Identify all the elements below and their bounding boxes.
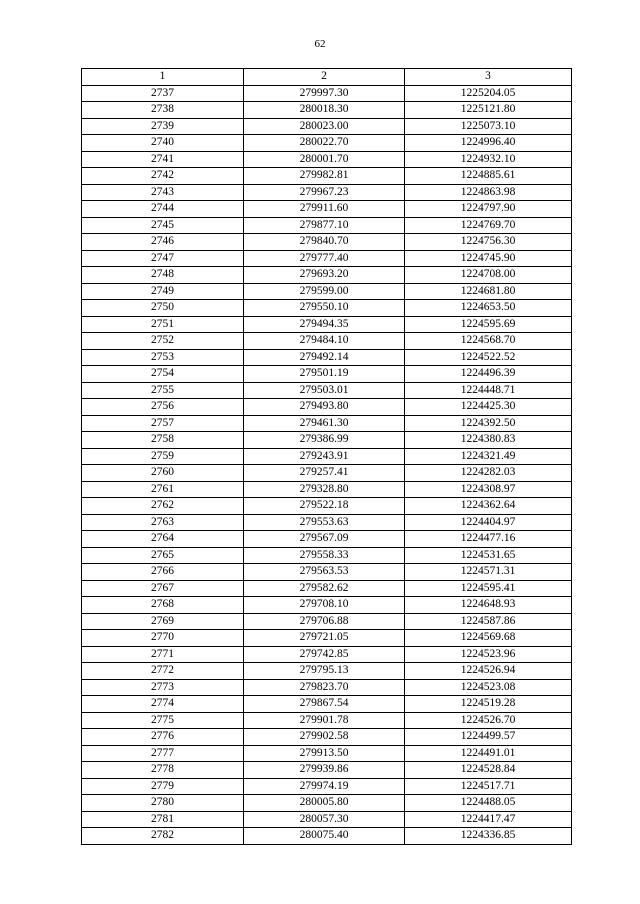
- y-coordinate-cell: 1224595.69: [405, 316, 572, 333]
- y-coordinate-cell: 1224587.86: [405, 613, 572, 630]
- x-coordinate-cell: 280018.30: [244, 102, 405, 119]
- table-row: [82, 201, 572, 218]
- y-coordinate-cell: 1224417.47: [405, 811, 572, 828]
- table-row: [82, 580, 572, 597]
- x-coordinate-cell: 279386.99: [244, 432, 405, 449]
- point-number-cell: 2748: [82, 267, 244, 284]
- header-row: [82, 69, 572, 86]
- y-coordinate-cell: 1224708.00: [405, 267, 572, 284]
- y-coordinate-cell: 1224477.16: [405, 531, 572, 548]
- point-number-cell: 2737: [82, 85, 244, 102]
- point-number-cell: 2757: [82, 415, 244, 432]
- x-coordinate-cell: 279867.54: [244, 696, 405, 713]
- point-number-cell: 2780: [82, 795, 244, 812]
- page-number: 62: [314, 38, 326, 50]
- table-row: [82, 250, 572, 267]
- x-coordinate-cell: 279974.19: [244, 778, 405, 795]
- point-number-cell: 2782: [82, 828, 244, 845]
- y-coordinate-cell: 1224488.05: [405, 795, 572, 812]
- y-coordinate-cell: 1224425.30: [405, 399, 572, 416]
- y-coordinate-cell: 1224595.41: [405, 580, 572, 597]
- table-row: [82, 811, 572, 828]
- table-row: [82, 712, 572, 729]
- y-coordinate-cell: 1224380.83: [405, 432, 572, 449]
- y-coordinate-cell: 1224526.94: [405, 663, 572, 680]
- x-coordinate-cell: 279553.63: [244, 514, 405, 531]
- y-coordinate-cell: 1224448.71: [405, 382, 572, 399]
- table-row: [82, 828, 572, 845]
- x-coordinate-cell: 280057.30: [244, 811, 405, 828]
- point-number-cell: 2769: [82, 613, 244, 630]
- y-coordinate-cell: 1224571.31: [405, 564, 572, 581]
- y-coordinate-cell: 1224362.64: [405, 498, 572, 515]
- point-number-cell: 2739: [82, 118, 244, 135]
- table-row: [82, 217, 572, 234]
- x-coordinate-cell: 280001.70: [244, 151, 405, 168]
- table-row: [82, 613, 572, 630]
- point-number-cell: 2771: [82, 646, 244, 663]
- table-row: [82, 531, 572, 548]
- point-number-cell: 2752: [82, 333, 244, 350]
- point-number-cell: 2754: [82, 366, 244, 383]
- table-row: [82, 316, 572, 333]
- x-coordinate-cell: 279742.85: [244, 646, 405, 663]
- point-number-cell: 2764: [82, 531, 244, 548]
- table-row: [82, 795, 572, 812]
- y-coordinate-cell: 1224523.96: [405, 646, 572, 663]
- point-number-cell: 2762: [82, 498, 244, 515]
- x-coordinate-cell: 279328.80: [244, 481, 405, 498]
- y-coordinate-cell: 1225204.05: [405, 85, 572, 102]
- y-coordinate-cell: 1224496.39: [405, 366, 572, 383]
- x-coordinate-cell: 280023.00: [244, 118, 405, 135]
- table-row: [82, 267, 572, 284]
- x-coordinate-cell: 279911.60: [244, 201, 405, 218]
- y-coordinate-cell: 1224392.50: [405, 415, 572, 432]
- point-number-cell: 2772: [82, 663, 244, 680]
- table-row: [82, 102, 572, 119]
- x-coordinate-cell: 279243.91: [244, 448, 405, 465]
- x-coordinate-cell: 279567.09: [244, 531, 405, 548]
- x-coordinate-cell: 279582.62: [244, 580, 405, 597]
- y-coordinate-cell: 1224569.68: [405, 630, 572, 647]
- point-number-cell: 2738: [82, 102, 244, 119]
- table-row: [82, 415, 572, 432]
- point-number-cell: 2758: [82, 432, 244, 449]
- table-row: [82, 234, 572, 251]
- y-coordinate-cell: 1224526.70: [405, 712, 572, 729]
- table-row: [82, 399, 572, 416]
- x-coordinate-cell: 279721.05: [244, 630, 405, 647]
- point-number-cell: 2749: [82, 283, 244, 300]
- y-coordinate-cell: 1224648.93: [405, 597, 572, 614]
- point-number-cell: 2781: [82, 811, 244, 828]
- table-row: [82, 597, 572, 614]
- x-coordinate-cell: 279550.10: [244, 300, 405, 317]
- point-number-cell: 2768: [82, 597, 244, 614]
- x-coordinate-cell: 280005.80: [244, 795, 405, 812]
- point-number-cell: 2767: [82, 580, 244, 597]
- table-row: [82, 151, 572, 168]
- y-coordinate-cell: 1224797.90: [405, 201, 572, 218]
- point-number-cell: 2743: [82, 184, 244, 201]
- y-coordinate-cell: 1224756.30: [405, 234, 572, 251]
- y-coordinate-cell: 1224932.10: [405, 151, 572, 168]
- point-number-cell: 2740: [82, 135, 244, 152]
- point-number-cell: 2776: [82, 729, 244, 746]
- x-coordinate-cell: 279939.86: [244, 762, 405, 779]
- y-coordinate-cell: 1224517.71: [405, 778, 572, 795]
- table-row: [82, 481, 572, 498]
- x-coordinate-cell: 279558.33: [244, 547, 405, 564]
- table-row: [82, 432, 572, 449]
- y-coordinate-cell: 1224336.85: [405, 828, 572, 845]
- table-row: [82, 366, 572, 383]
- x-coordinate-cell: 279708.10: [244, 597, 405, 614]
- table-row: [82, 778, 572, 795]
- table-row: [82, 349, 572, 366]
- table-row: [82, 333, 572, 350]
- table-row: [82, 283, 572, 300]
- x-coordinate-cell: 279997.30: [244, 85, 405, 102]
- table-header: [82, 69, 572, 86]
- point-number-cell: 2779: [82, 778, 244, 795]
- y-coordinate-cell: 1224404.97: [405, 514, 572, 531]
- y-coordinate-cell: 1224528.84: [405, 762, 572, 779]
- point-number-cell: 2750: [82, 300, 244, 317]
- x-coordinate-cell: 279840.70: [244, 234, 405, 251]
- point-number-cell: 2770: [82, 630, 244, 647]
- y-coordinate-cell: 1224321.49: [405, 448, 572, 465]
- point-number-cell: 2759: [82, 448, 244, 465]
- y-coordinate-cell: 1224491.01: [405, 745, 572, 762]
- x-coordinate-cell: 279563.53: [244, 564, 405, 581]
- table-row: [82, 514, 572, 531]
- point-number-cell: 2747: [82, 250, 244, 267]
- table-row: [82, 564, 572, 581]
- y-coordinate-cell: 1224531.65: [405, 547, 572, 564]
- x-coordinate-cell: 279877.10: [244, 217, 405, 234]
- x-coordinate-cell: 279777.40: [244, 250, 405, 267]
- x-coordinate-cell: 279823.70: [244, 679, 405, 696]
- point-number-cell: 2774: [82, 696, 244, 713]
- table-row: [82, 135, 572, 152]
- point-number-cell: 2741: [82, 151, 244, 168]
- y-coordinate-cell: 1224996.40: [405, 135, 572, 152]
- point-number-cell: 2742: [82, 168, 244, 185]
- x-coordinate-cell: 279795.13: [244, 663, 405, 680]
- coordinates-table: [81, 68, 572, 845]
- x-coordinate-cell: 279493.80: [244, 399, 405, 416]
- y-coordinate-cell: 1224499.57: [405, 729, 572, 746]
- table-row: [82, 663, 572, 680]
- table-row: [82, 745, 572, 762]
- y-coordinate-cell: 1224282.03: [405, 465, 572, 482]
- point-number-cell: 2777: [82, 745, 244, 762]
- table-row: [82, 646, 572, 663]
- column-header-3: 3: [405, 69, 572, 86]
- x-coordinate-cell: 279902.58: [244, 729, 405, 746]
- table-row: [82, 729, 572, 746]
- point-number-cell: 2763: [82, 514, 244, 531]
- point-number-cell: 2775: [82, 712, 244, 729]
- point-number-cell: 2745: [82, 217, 244, 234]
- table-row: [82, 382, 572, 399]
- table-row: [82, 184, 572, 201]
- x-coordinate-cell: 279461.30: [244, 415, 405, 432]
- x-coordinate-cell: 279599.00: [244, 283, 405, 300]
- x-coordinate-cell: 279501.19: [244, 366, 405, 383]
- table-row: [82, 547, 572, 564]
- point-number-cell: 2756: [82, 399, 244, 416]
- x-coordinate-cell: 279492.14: [244, 349, 405, 366]
- x-coordinate-cell: 279982.81: [244, 168, 405, 185]
- point-number-cell: 2760: [82, 465, 244, 482]
- table-row: [82, 448, 572, 465]
- table-row: [82, 762, 572, 779]
- y-coordinate-cell: 1224308.97: [405, 481, 572, 498]
- point-number-cell: 2753: [82, 349, 244, 366]
- x-coordinate-cell: 280022.70: [244, 135, 405, 152]
- point-number-cell: 2773: [82, 679, 244, 696]
- column-header-1: 1: [82, 69, 244, 86]
- table-row: [82, 465, 572, 482]
- x-coordinate-cell: 279693.20: [244, 267, 405, 284]
- y-coordinate-cell: 1224522.52: [405, 349, 572, 366]
- y-coordinate-cell: 1224769.70: [405, 217, 572, 234]
- table-row: [82, 118, 572, 135]
- y-coordinate-cell: 1224885.61: [405, 168, 572, 185]
- table-row: [82, 630, 572, 647]
- y-coordinate-cell: 1224681.80: [405, 283, 572, 300]
- x-coordinate-cell: 279967.23: [244, 184, 405, 201]
- table-row: [82, 85, 572, 102]
- y-coordinate-cell: 1225073.10: [405, 118, 572, 135]
- x-coordinate-cell: 279706.88: [244, 613, 405, 630]
- point-number-cell: 2744: [82, 201, 244, 218]
- y-coordinate-cell: 1224653.50: [405, 300, 572, 317]
- x-coordinate-cell: 279913.50: [244, 745, 405, 762]
- x-coordinate-cell: 280075.40: [244, 828, 405, 845]
- point-number-cell: 2751: [82, 316, 244, 333]
- table-row: [82, 498, 572, 515]
- x-coordinate-cell: 279522.18: [244, 498, 405, 515]
- x-coordinate-cell: 279484.10: [244, 333, 405, 350]
- table-row: [82, 679, 572, 696]
- y-coordinate-cell: 1225121.80: [405, 102, 572, 119]
- point-number-cell: 2766: [82, 564, 244, 581]
- table-row: [82, 300, 572, 317]
- point-number-cell: 2761: [82, 481, 244, 498]
- point-number-cell: 2755: [82, 382, 244, 399]
- x-coordinate-cell: 279494.35: [244, 316, 405, 333]
- column-header-2: 2: [244, 69, 405, 86]
- y-coordinate-cell: 1224519.28: [405, 696, 572, 713]
- y-coordinate-cell: 1224745.90: [405, 250, 572, 267]
- y-coordinate-cell: 1224523.08: [405, 679, 572, 696]
- table-row: [82, 168, 572, 185]
- x-coordinate-cell: 279257.41: [244, 465, 405, 482]
- point-number-cell: 2778: [82, 762, 244, 779]
- y-coordinate-cell: 1224863.98: [405, 184, 572, 201]
- point-number-cell: 2746: [82, 234, 244, 251]
- table-row: [82, 696, 572, 713]
- y-coordinate-cell: 1224568.70: [405, 333, 572, 350]
- point-number-cell: 2765: [82, 547, 244, 564]
- x-coordinate-cell: 279503.01: [244, 382, 405, 399]
- x-coordinate-cell: 279901.78: [244, 712, 405, 729]
- table-body: [82, 85, 572, 844]
